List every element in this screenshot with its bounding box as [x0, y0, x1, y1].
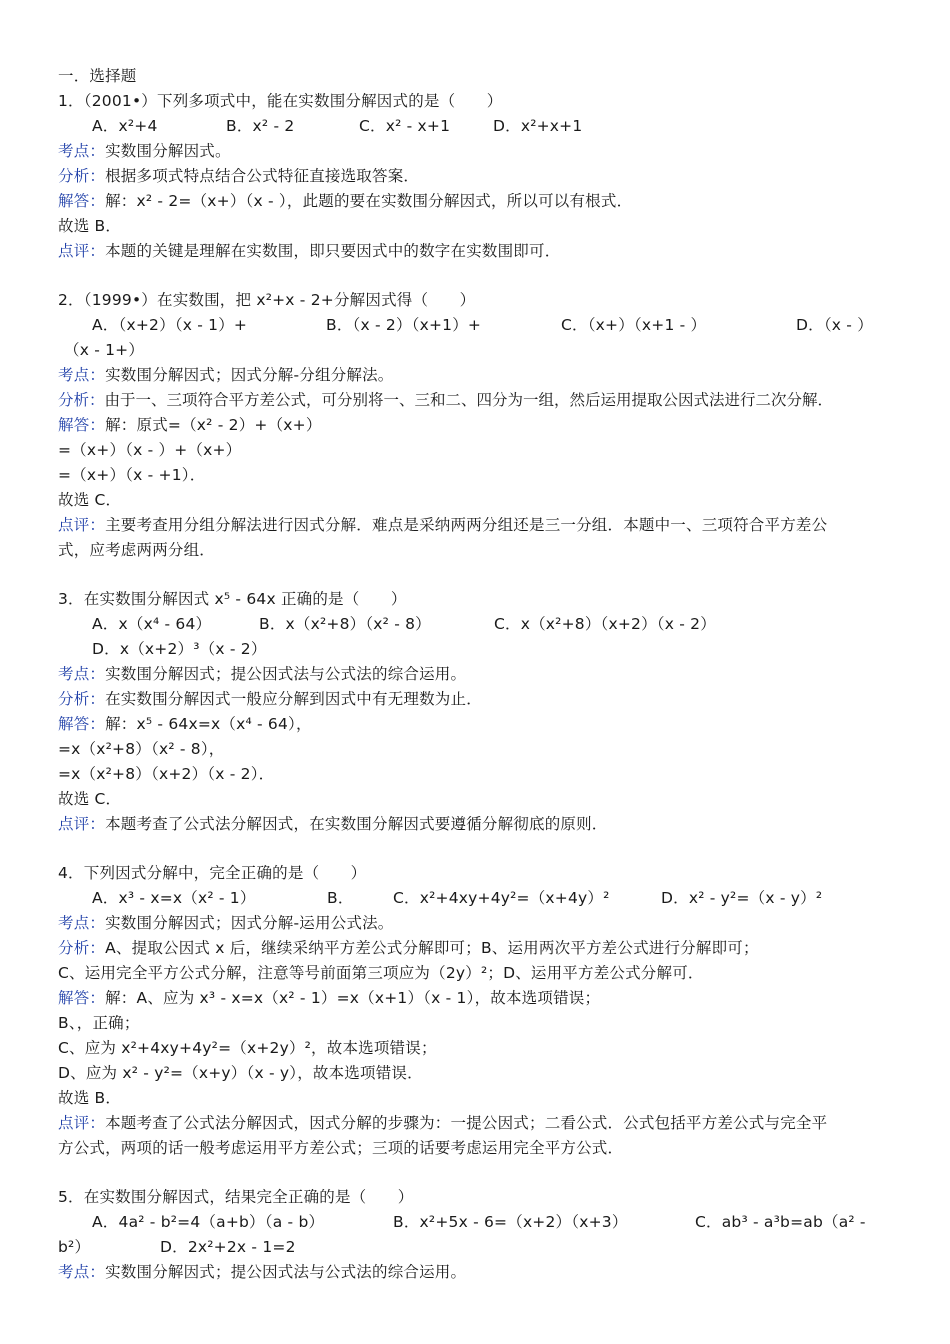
q4-step-3: C、应为 x²+4xy+4y²=（x+2y）²，故本选项错误； — [58, 1039, 437, 1057]
q4-fenxi-cont: C、运用完全平方公式分解，注意等号前面第三项应为（2y）²；D、运用平方差公式分解可． — [58, 964, 704, 982]
q3-option-a: A．x（x⁴ - 64） — [92, 615, 212, 633]
q5-kaodian-text: 实数围分解因式；提公因式法与公式法的综合运用。 — [105, 1263, 467, 1281]
q2-kaodian-text: 实数围分解因式；因式分解-分组分解法。 — [105, 366, 394, 384]
q3-jieda — [58, 714, 312, 734]
jieda-label: 解答： — [58, 989, 106, 1007]
q5-option-d: D．2x²+2x - 1=2 — [160, 1238, 296, 1256]
q4-option-a: A．x³ - x=x（x² - 1） — [92, 889, 256, 907]
q1-option-b: B．x² - 2 — [226, 117, 295, 135]
q5-option-a: A．4a² - b²=4（a+b）（a - b） — [92, 1213, 325, 1231]
jieda-label: 解答： — [58, 192, 106, 210]
q4-option-b: B． — [327, 889, 354, 907]
q5-option-b: B．x²+5x - 6=（x+2）（x+3） — [393, 1213, 628, 1231]
q1-jieda — [58, 191, 632, 211]
q2-fenxi — [58, 390, 833, 410]
kaodian-label: 考点： — [58, 665, 106, 683]
q2-step-2: =（x+）（x - ）+（x+） — [58, 441, 242, 459]
q4-dianping-text: 本题考查了公式法分解因式，因式分解的步骤为：一提公因式；二看公式．公式包括平方差公式与完全平 — [105, 1114, 828, 1132]
q1-dianping — [58, 241, 560, 261]
q5-option-c-cont: b²） — [58, 1238, 91, 1256]
q4-fenxi-text: A、提取公因式 x 后，继续采纳平方差公式分解即可；B、运用两次平方差公式进行分解即可； — [105, 939, 759, 957]
q4-dianping — [58, 1113, 827, 1133]
q2-dianping — [58, 515, 827, 535]
jieda-label: 解答： — [58, 715, 106, 733]
q1-option-d: D．x²+x+1 — [493, 117, 583, 135]
q1-option-a: A．x²+4 — [92, 117, 158, 135]
q2-option-a: A．（x+2）（x - 1）+ — [92, 316, 248, 334]
q1-option-c: C．x² - x+1 — [359, 117, 451, 135]
q5-kaodian — [58, 1262, 466, 1282]
q1-kaodian-text: 实数围分解因式。 — [105, 142, 231, 160]
q3-dianping-text: 本题考查了公式法分解因式，在实数围分解因式要遵循分解彻底的原则． — [105, 815, 608, 833]
q3-jieda-text: 解：x⁵ - 64x=x（x⁴ - 64）， — [105, 715, 312, 733]
q1-dianping-text: 本题的关键是理解在实数围，即只要因式中的数字在实数围即可． — [105, 242, 561, 260]
q3-option-c: C．x（x²+8）（x+2）（x - 2） — [494, 615, 716, 633]
q3-fenxi — [58, 689, 482, 709]
q3-kaodian — [58, 664, 466, 684]
q3-step-3: =x（x²+8）（x+2）（x - 2）． — [58, 765, 275, 783]
q4-answer: 故选 B． — [58, 1089, 122, 1107]
q2-dianping-cont: 式，应考虑两两分组． — [58, 541, 216, 559]
q4-fenxi — [58, 938, 759, 958]
q3-fenxi-text: 在实数围分解因式一般应分解到因式中有无理数为止． — [105, 690, 482, 708]
q3-kaodian-text: 实数围分解因式；提公因式法与公式法的综合运用。 — [105, 665, 467, 683]
dianping-label: 点评： — [58, 1114, 106, 1132]
section-title: 一．选择题 — [58, 67, 137, 85]
q1-fenxi-text: 根据多项式特点结合公式特征直接选取答案． — [105, 167, 420, 185]
q2-answer: 故选 C． — [58, 491, 122, 509]
kaodian-label: 考点： — [58, 914, 106, 932]
q2-option-d: D．（x - ） — [796, 316, 873, 334]
dianping-label: 点评： — [58, 516, 106, 534]
q4-step-2: B、，正确； — [58, 1014, 140, 1032]
fenxi-label: 分析： — [58, 690, 106, 708]
q4-kaodian-text: 实数围分解因式；因式分解-运用公式法。 — [105, 914, 394, 932]
kaodian-label: 考点： — [58, 142, 106, 160]
q1-kaodian — [58, 141, 231, 161]
dianping-label: 点评： — [58, 815, 106, 833]
q3-dianping — [58, 814, 608, 834]
q3-answer: 故选 C． — [58, 790, 122, 808]
q1-fenxi — [58, 166, 419, 186]
q1-answer: 故选 B． — [58, 217, 122, 235]
q3-option-b: B．x（x²+8）（x² - 8） — [259, 615, 431, 633]
fenxi-label: 分析： — [58, 939, 106, 957]
q2-option-d-cont: （x - 1+） — [64, 341, 145, 359]
q4-step-4: D、应为 x² - y²=（x+y）（x - y），故本选项错误． — [58, 1064, 423, 1082]
q4-jieda-text: 解：A、应为 x³ - x=x（x² - 1）=x（x+1）（x - 1），故本选项错误； — [105, 989, 601, 1007]
q1-jieda-text: 解：x² - 2=（x+）（x - ），此题的要在实数围分解因式，所以可以有根式． — [105, 192, 633, 210]
q2-dianping-text: 主要考查用分组分解法进行因式分解．难点是采纳两两分组还是三一分组．本题中一、三项符合平方差公 — [105, 516, 828, 534]
q2-step-3: =（x+）（x - +1）． — [58, 466, 206, 484]
dianping-label: 点评： — [58, 242, 106, 260]
q5-stem: 5．在实数围分解因式，结果完全正确的是（ ） — [58, 1188, 414, 1206]
q3-step-2: =x（x²+8）（x² - 8）， — [58, 740, 225, 758]
q2-fenxi-text: 由于一、三项符合平方差公式，可分别将一、三和二、四分为一组，然后运用提取公因式法进行二次分解． — [104, 391, 834, 409]
q2-jieda — [58, 415, 322, 435]
q2-option-c: C．（x+）（x+1 - ） — [561, 316, 707, 334]
q2-stem: 2．（1999•）在实数围，把 x²+x - 2+分解因式得（ ） — [58, 291, 476, 309]
fenxi-label: 分析： — [58, 391, 105, 409]
q5-option-c: C．ab³ - a³b=ab（a² - — [695, 1213, 866, 1231]
kaodian-label: 考点： — [58, 366, 106, 384]
kaodian-label: 考点： — [58, 1263, 106, 1281]
q4-stem: 4．下列因式分解中，完全正确的是（ ） — [58, 864, 367, 882]
q2-option-b: B．（x - 2）（x+1）+ — [326, 316, 482, 334]
q4-dianping-cont: 方公式，两项的话一般考虑运用平方差公式；三项的话要考虑运用完全平方公式． — [58, 1139, 624, 1157]
q4-kaodian — [58, 913, 394, 933]
jieda-label: 解答： — [58, 416, 106, 434]
q3-stem: 3．在实数围分解因式 x⁵ - 64x 正确的是（ ） — [58, 590, 407, 608]
q3-option-d: D．x（x+2）³（x - 2） — [92, 640, 267, 658]
q1-stem: 1．（2001•）下列多项式中，能在实数围分解因式的是（ ） — [58, 92, 503, 110]
fenxi-label: 分析： — [58, 167, 106, 185]
q2-jieda-text: 解：原式=（x² - 2）+（x+） — [105, 416, 322, 434]
q2-kaodian — [58, 365, 394, 385]
q4-option-c: C．x²+4xy+4y²=（x+4y）² — [393, 889, 610, 907]
q4-jieda — [58, 988, 600, 1008]
q4-option-d: D．x² - y²=（x - y）² — [661, 889, 823, 907]
